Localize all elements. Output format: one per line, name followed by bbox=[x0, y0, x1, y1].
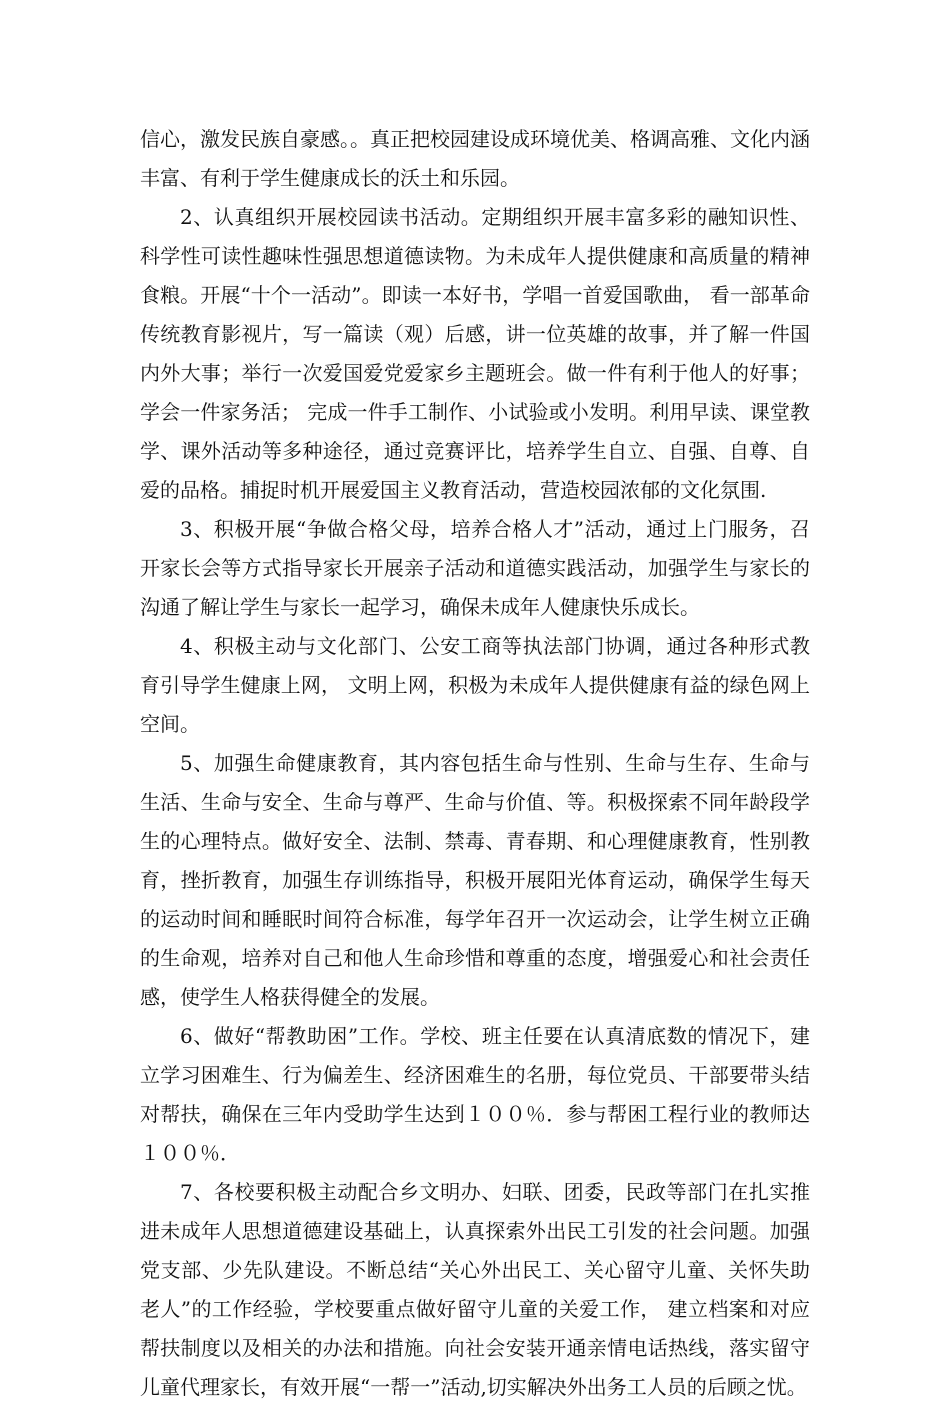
document-body bbox=[140, 120, 810, 1407]
paragraph-item-3-parent-activities: 3、积极开展“争做合格父母，培养合格人才”活动，通过上门服务，召开家长会等方式指导家长开展亲子活动和道德实践活动，加强学生与家长的沟通了解让学生与家长一起学习，确保未成年人健康快乐成长。 bbox=[140, 517, 810, 619]
paragraph-item-6-assistance-work: 6、做好“帮教助困”工作。学校、班主任要在认真清底数的情况下，建立学习困难生、行为偏差生、经济困难生的名册，每位党员、干部要带头结对帮扶，确保在三年内受助学生达到１００％．参与帮困工程行业的教师达１００％． bbox=[140, 1024, 810, 1165]
paragraph-item-2-reading-activities: 2、认真组织开展校园读书活动。定期组织开展丰富多彩的融知识性、科学性可读性趣味性强思想道德读物。为未成年人提供健康和高质量的精神食粮。开展“十个一活动”。即读一本好书，学唱一首爱国歌曲， 看一部革命传统教育影视片，写一篇读（观）后感，讲一位英雄的故事，并了解一件国内外大事；举行一次爱国爱党爱家乡主题班会。做一件有利于他人的好事；学会一件家务活； 完成一件手工制作、小试验或小发明。利用早读、课堂教学、课外活动等多种途径，通过竞赛评比，培养学生自立、自强、自尊、自爱的品格。捕捉时机开展爱国主义教育活动，营造校园浓郁的文化氛围. bbox=[140, 205, 810, 502]
paragraph-item-4-internet-guidance: 4、积极主动与文化部门、公安工商等执法部门协调，通过各种形式教育引导学生健康上网， 文明上网，积极为未成年人提供健康有益的绿色网上空间。 bbox=[140, 634, 810, 736]
paragraph-item-5-life-health-education: 5、加强生命健康教育，其内容包括生命与性别、生命与生存、生命与生活、生命与安全、生命与尊严、生命与价值、等。积极探索不同年龄段学生的心理特点。做好安全、法制、禁毒、青春期、和心理健康教育，性别教育，挫折教育，加强生存训练指导，积极开展阳光体育运动，确保学生每天的运动时间和睡眠时间符合标准，每学年召开一次运动会，让学生树立正确的生命观，培养对自己和他人生命珍惜和尊重的态度，增强爱心和社会责任感，使学生人格获得健全的发展。 bbox=[140, 751, 810, 1009]
paragraph-intro-continuation: 信心，激发民族自豪感。。真正把校园建设成环境优美、格调高雅、文化内涵丰富、有利于学生健康成长的沃土和乐园。 bbox=[140, 127, 810, 190]
paragraph-item-7-coordination-left-behind-children: 7、各校要积极主动配合乡文明办、妇联、团委，民政等部门在扎实推进未成年人思想道德建设基础上，认真探索外出民工引发的社会问题。加强党支部、少先队建设。不断总结“关心外出民工、关心留守儿童、关怀失助老人”的工作经验，学校要重点做好留守儿童的关爱工作， 建立档案和对应帮扶制度以及相关的办法和措施。向社会安装开通亲情电话热线，落实留守儿童代理家长，有效开展“一帮一”活动,切实解决外出务工人员的后顾之忧。 bbox=[140, 1180, 810, 1399]
